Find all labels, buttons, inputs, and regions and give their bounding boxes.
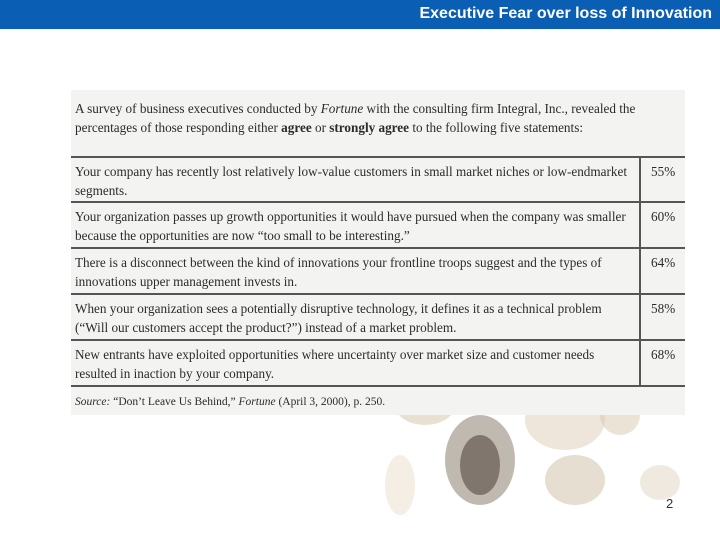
statement-3: There is a disconnect between the kind of innovations your frontline troops suggest and the types of innovations upper management invests in. <box>75 255 602 289</box>
table-divider <box>71 293 685 295</box>
intro-agree: agree <box>281 119 312 135</box>
statement-2: Your organization passes up growth opportunities it would have pursued when the company was smaller because the opportunities are now “too small to be interesting.” <box>75 209 626 243</box>
percent-3: 64% <box>651 255 676 270</box>
column-divider <box>639 156 641 386</box>
source-citation <box>75 394 675 410</box>
table-divider <box>71 339 685 341</box>
table-divider <box>71 247 685 249</box>
percent-4: 58% <box>651 301 676 316</box>
statement-1: Your company has recently lost relatively low-value customers in small market niches or low-endmarket segments. <box>75 164 628 198</box>
table-divider <box>71 201 685 203</box>
intro-text: A survey of business executives conducted by <box>75 101 321 116</box>
slide-title: Executive Fear over loss of Innovation <box>419 5 712 22</box>
table-divider <box>71 156 685 158</box>
source-fortune: Fortune <box>238 396 276 408</box>
survey-table <box>71 90 685 415</box>
table-intro <box>75 100 675 137</box>
source-label: Source: <box>75 396 111 408</box>
intro-strongly-agree: strongly agree <box>329 119 410 135</box>
percent-2: 60% <box>651 209 676 224</box>
intro-text: or <box>311 119 330 135</box>
title-bar <box>0 0 720 29</box>
intro-fortune: Fortune <box>320 101 364 116</box>
percent-1: 55% <box>651 164 676 179</box>
source-text: “Don’t Leave Us Behind,” <box>110 396 239 408</box>
percent-5: 68% <box>651 347 676 362</box>
statement-5: New entrants have exploited opportunities where uncertainty over market size and customer needs resulted in inaction by your company. <box>75 347 595 381</box>
statement-4: When your organization sees a potentially disruptive technology, it defines it as a technical problem (“Will our customers accept the product?”) instead of a market problem. <box>75 301 602 335</box>
intro-text: to the following five statements: <box>409 119 583 135</box>
source-text: (April 3, 2000), p. 250. <box>275 396 386 408</box>
page-number: 2 <box>666 496 674 511</box>
intro-text: with the consulting firm Integral, Inc., revealed the percentages of those responding either <box>75 101 636 135</box>
table-divider <box>71 385 685 387</box>
